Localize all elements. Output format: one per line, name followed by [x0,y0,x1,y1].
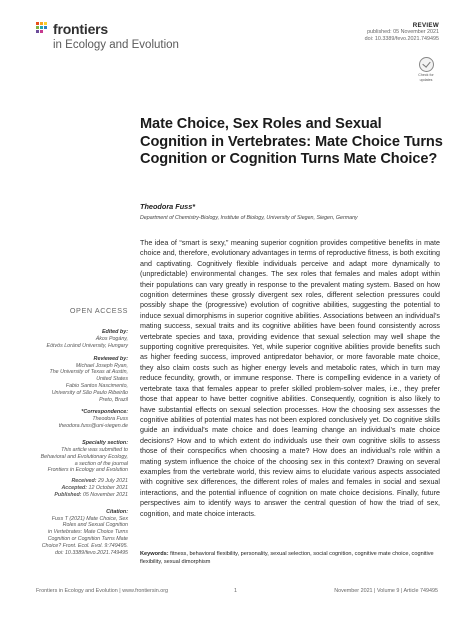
specialty-section-label: Specialty section: [82,439,128,446]
correspondence-email[interactable]: theodora.fuss@uni-siegen.de [58,423,128,430]
citation-text: Roles and Sexual Cognition [62,522,128,529]
check-updates-line-2: updates [419,78,433,82]
check-updates-line-1: Check for [418,73,434,77]
article-sidebar [36,306,128,556]
published-value: 05 November 2021 [82,491,128,498]
abstract-text: The idea of “smart is sexy,” meaning superior cognition provides competitive benefits in mate choice and, therefore, evolutionary advantages in terms of reproductive fitness, is both exciting and captivating. Cognitively flexible individuals perceive and adapt more dynamically to (unpredictable) environmental changes. The sex roles that females and males adopt within their populations can vary greatly in response to the prevalent mating system. Based on how cognition determines these grossly divergent sex roles, different selection pressures could possibly shape the (progressive) evolution of cognitive abilities, suggesting the potential to induce sexual dimorphisms in superior cognitive abilities. Associations between an individual’s mating success, sexual traits and its cognitive abilities have been found consistently across vertebrate species and taxa, providing evidence that sexual selection may well shape the supporting cognitive prerequisites. Yet, while superior cognitive abilities provide benefits such as higher feeding success, improved antipredator behavior, or more favorable mate choice, they also claim costs such as higher energy levels and metabolic rates, which in turn may reduce fecundity, growth, or immune response. There is compelling evidence in a variety of vertebrate taxa that females appear to prefer skilled problem-solver males, i.e., they prefer those that appear to have better cognitive abilities. Consequently, cognition is also likely to have substantial effects on sexual selection processes. How the choosing sex assesses the cognitive abilities of potential mates has not been explored conclusively yet. Do cognitive skills guide an individual’s mate choice and does learning change an individual’s mate choice decisions? How and to which extent do individuals use their own cognitive skills to assess those of their conspecifics when choosing a mate? How does an individual’s role within a mating system influence the choice of the choosing sex in this context? Drawing on several examples from the vertebrate world, this review aims to elucidate various aspects associated with cognitive sex differences, the different roles of males and females in social and sexual interactions, and the potential influence of cognition on mate choice decisions. Finally, future perspectives aim to identify ways to answer the central question of how the triad of sex, cognition, and mate choice interacts. [140,239,440,518]
citation-label: Citation: [106,508,128,515]
citation-text: Choice? Front. Ecol. Evol. 9:749495. [41,542,128,549]
reviewer-affiliation: University of São Paulo Ribeirão [51,389,128,396]
specialty-text: Frontiers in Ecology and Evolution [47,467,128,474]
accepted-date [36,485,128,492]
journal-name: in Ecology and Evolution [53,39,179,51]
keywords [140,551,440,567]
keywords-list: fitness, behavioral flexibility, personality, sexual selection, social cognition, cognitive mate choice, cognitive flexibility, sexual dimorphism [140,551,434,565]
specialty-text: a section of the journal [74,460,128,467]
accepted-label: Accepted: [61,484,88,491]
open-access-label: OPEN ACCESS [69,306,128,315]
footer-volume-info: November 2021 | Volume 9 | Article 749495 [334,588,438,594]
journal-logo[interactable] [36,20,226,60]
published-date-sidebar [36,492,128,499]
author-name[interactable]: Theodora Fuss* [140,202,196,211]
edited-by-label: Edited by: [101,329,128,335]
brand-name: frontiers [53,21,108,37]
correspondence-name: Theodora Fuss [92,416,128,423]
article-type-label: REVIEW [412,22,439,29]
citation-text: in Vertebrates: Mate Choice Turns [47,529,128,536]
keywords-label: Keywords: [140,551,169,557]
reviewer-name[interactable]: Fabio Santos Nascimento, [65,382,128,389]
page-footer [36,588,438,598]
received-date [36,478,128,485]
reviewed-by-label: Reviewed by: [93,355,128,362]
citation-doi[interactable]: doi: 10.3389/fevo.2021.749495 [54,549,128,556]
published-label: Published: [54,491,82,498]
reviewer-affiliation: Preto, Brazil [99,396,128,403]
doi-link[interactable]: doi: 10.3389/fevo.2021.749495 [364,36,439,42]
received-label: Received: [71,478,97,485]
editor-affiliation: Eötvös Loránd University, Hungary [46,342,128,349]
author-affiliation: Department of Chemistry-Biology, Institute of Biology, University of Siegen, Siegen, Germany [140,215,358,221]
editor-name[interactable]: Ákos Pogány, [95,336,128,342]
citation-text: Cognition or Cognition Turns Mate [47,535,128,542]
check-for-updates-button[interactable] [416,57,436,81]
frontiers-logo-icon [36,22,50,36]
citation-text: Fuss T (2021) Mate Choice, Sex [51,515,128,522]
accepted-value: 12 October 2021 [88,484,128,491]
page-number: 1 [234,588,237,594]
specialty-text: This article was submitted to [61,446,128,453]
reviewer-name[interactable]: Michael Joseph Ryan, [75,362,128,369]
article-meta [239,22,439,43]
reviewer-affiliation: The University of Texas at Austin, [49,369,128,376]
specialty-text: Behavioral and Evolutionary Ecology, [40,453,128,460]
article-title: Mate Choice, Sex Roles and Sexual Cognition in Vertebrates: Mate Choice Turns Cognition or Cognition Turns Mate Choice? [140,116,443,168]
received-value: 29 July 2021 [97,478,128,485]
correspondence-label: *Correspondence: [81,409,128,416]
reviewer-affiliation: United States [96,376,128,383]
published-date: published: 05 November 2021 [367,29,439,35]
footer-journal-link[interactable]: Frontiers in Ecology and Evolution | www.frontiersin.org [36,588,169,594]
check-updates-icon [419,57,434,72]
